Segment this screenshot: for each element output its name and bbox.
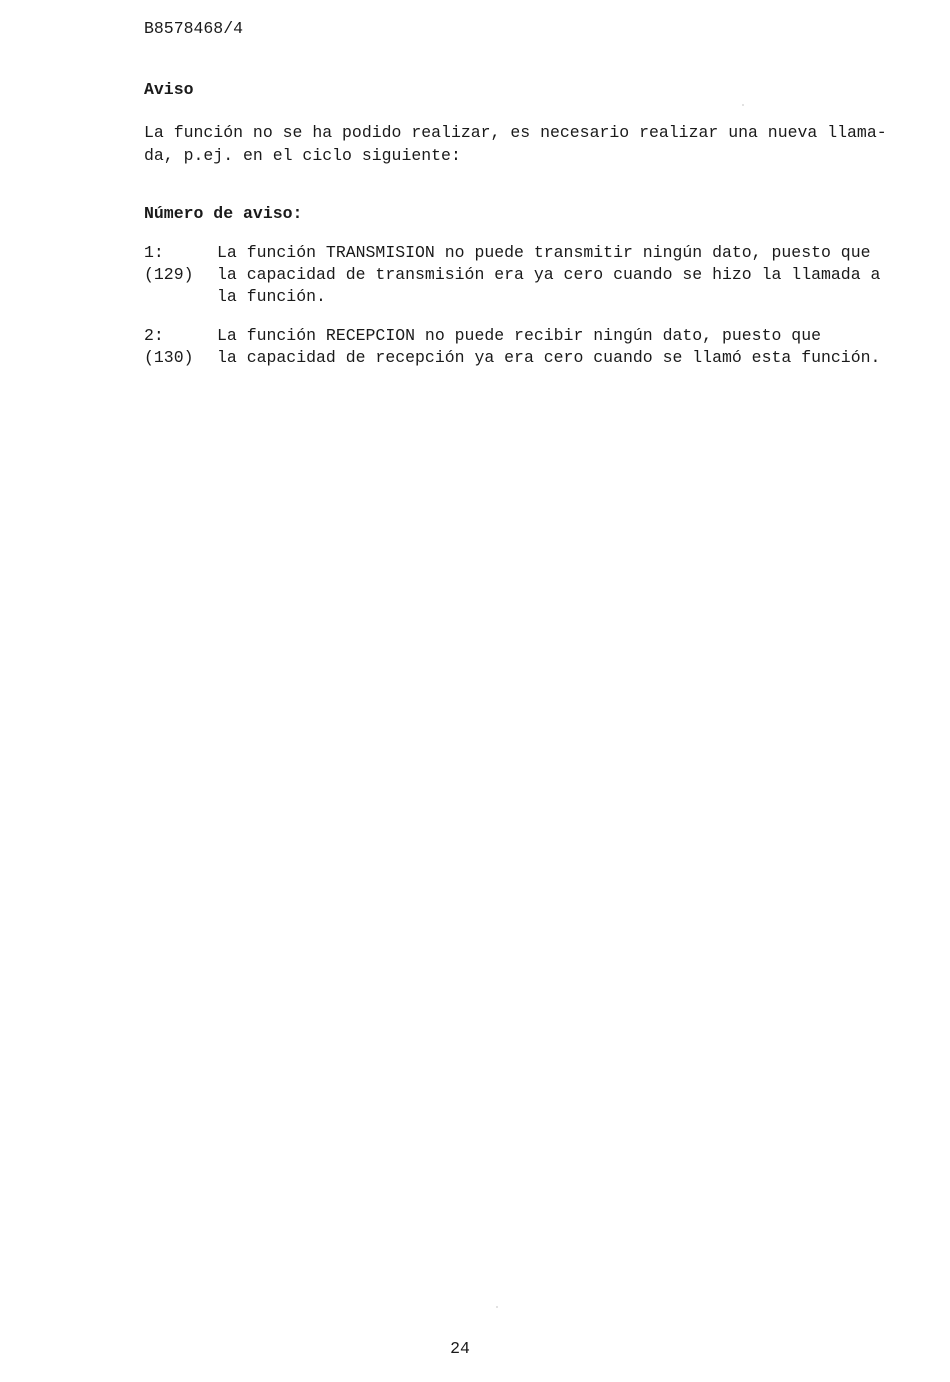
- warning-line: La función TRANSMISION no puede transmitir ningún dato, puesto que: [217, 243, 871, 262]
- warning-description: [217, 325, 880, 369]
- warning-line: la capacidad de recepción ya era cero cuando se llamó esta función.: [217, 348, 881, 367]
- aviso-line: La función no se ha podido realizar, es necesario realizar una nueva llama-: [144, 123, 887, 142]
- warning-code-value: (129): [144, 265, 194, 284]
- warning-code: [144, 242, 194, 286]
- warning-number-heading: Número de aviso:: [144, 204, 303, 223]
- warning-line: La función RECEPCION no puede recibir ningún dato, puesto que: [217, 326, 821, 345]
- document-id: B8578468/4: [144, 19, 244, 38]
- aviso-line: da, p.ej. en el ciclo siguiente:: [144, 146, 461, 165]
- warning-line: la capacidad de transmisión era ya cero cuando se hizo la llamada a: [217, 265, 881, 284]
- aviso-paragraph: [144, 121, 887, 167]
- warning-code-number: 1:: [144, 243, 164, 262]
- aviso-heading: Aviso: [144, 80, 194, 99]
- scan-speck: [496, 1306, 498, 1308]
- warning-code: [144, 325, 194, 369]
- warning-description: [217, 242, 880, 308]
- warning-code-number: 2:: [144, 326, 164, 345]
- scan-speck: [742, 104, 744, 106]
- warning-line: la función.: [217, 287, 326, 306]
- page-number: 24: [450, 1339, 470, 1358]
- warning-code-value: (130): [144, 348, 194, 367]
